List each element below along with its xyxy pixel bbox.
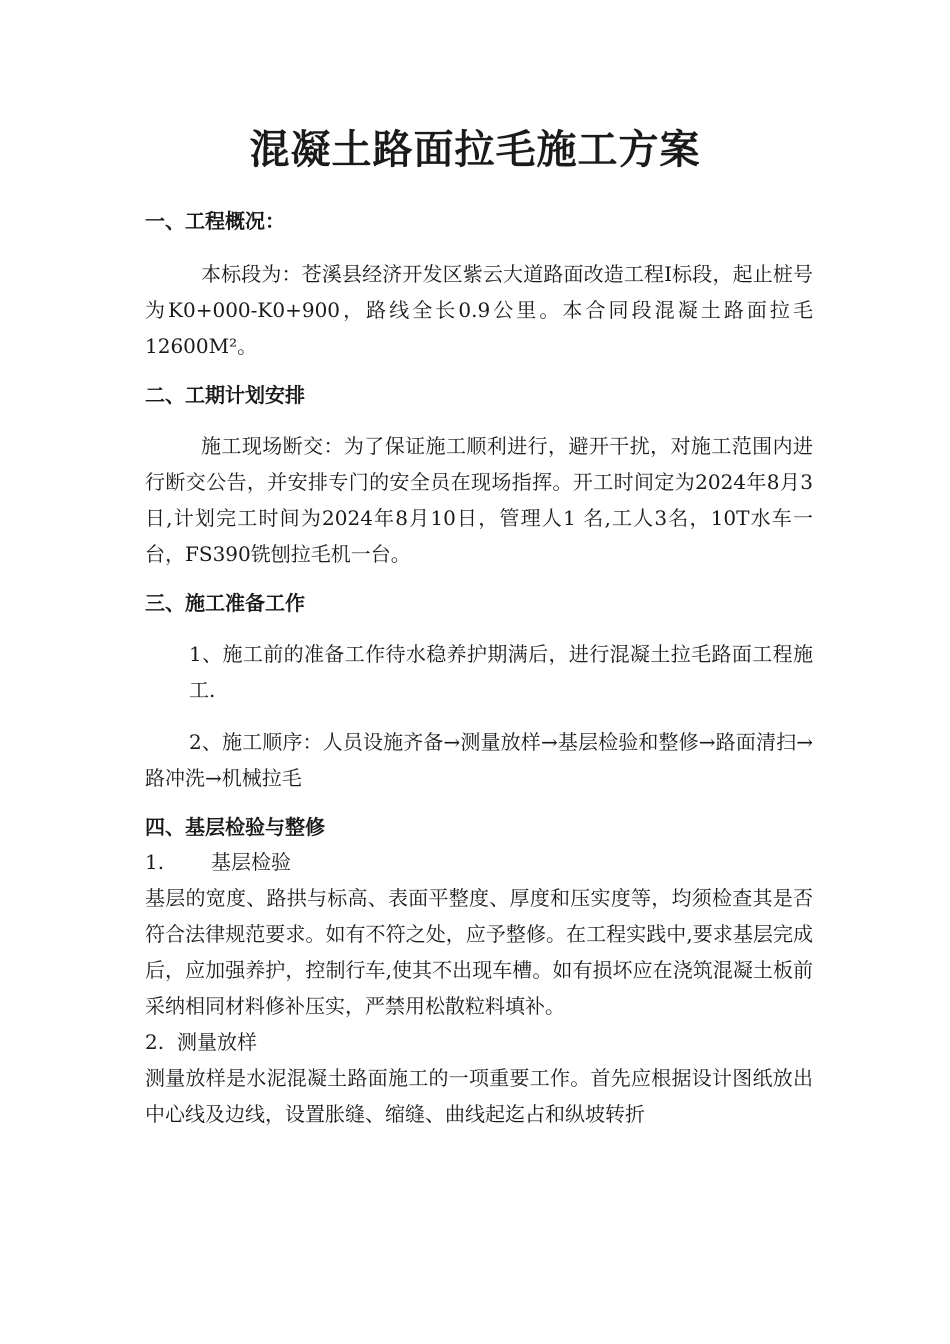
section-base-inspection [145,810,813,1132]
subheading-number: 2. [145,1030,165,1054]
paragraph: 基层的宽度、路拱与标高、表面平整度、厚度和压实度等，均须检查其是否符合法律规范要求。如有不符之处，应予整修。在工程实践中,要求基层完成后，应加强养护，控制行车,使其不出现车槽。如有损坏应在浇筑混凝土板前采纳相同材料修补压实，严禁用松散粒料填补。 [145,886,813,1018]
section-heading: 二、工期计划安排 [145,383,305,407]
subheading [145,1024,813,1060]
document-body [145,204,813,1132]
paragraph: 测量放样是水泥混凝土路面施工的一项重要工作。首先应根据设计图纸放出中心线及边线，设置胀缝、缩缝、曲线起迄占和纵坡转折 [145,1066,813,1126]
section-heading: 一、工程概况： [145,209,285,233]
subheading-number: 1. [145,850,165,874]
list-item: 1、施工前的准备工作待水稳养护期满后，进行混凝土拉毛路面工程施工. [189,642,813,702]
section-overview [145,204,813,364]
section-heading: 四、基层检验与整修 [145,815,325,839]
paragraph: 本标段为：苍溪县经济开发区紫云大道路面改造工程Ⅰ标段，起止桩号为K0+000-K0+900，路线全长0.9公里。本合同段混凝土路面拉毛12600M²。 [145,262,813,358]
section-heading: 三、施工准备工作 [145,591,305,615]
subheading-label: 基层检验 [211,850,291,874]
list-item: 2、施工顺序：人员设施齐备→测量放样→基层检验和整修→路面清扫→路冲洗→机械拉毛 [145,730,813,790]
section-preparation [145,586,813,796]
subheading [145,844,813,880]
document-title: 混凝土路面拉毛施工方案 [249,126,701,173]
subheading-label: 测量放样 [177,1030,257,1054]
section-schedule [145,378,813,572]
paragraph: 施工现场断交：为了保证施工顺利进行，避开干扰，对施工范围内进行断交公告，并安排专门的安全员在现场指挥。开工时间定为2024年8月3日,计划完工时间为2024年8月10日，管理人1 名,工人3名，10T水车一台，FS390铣刨拉毛机一台。 [145,434,813,566]
